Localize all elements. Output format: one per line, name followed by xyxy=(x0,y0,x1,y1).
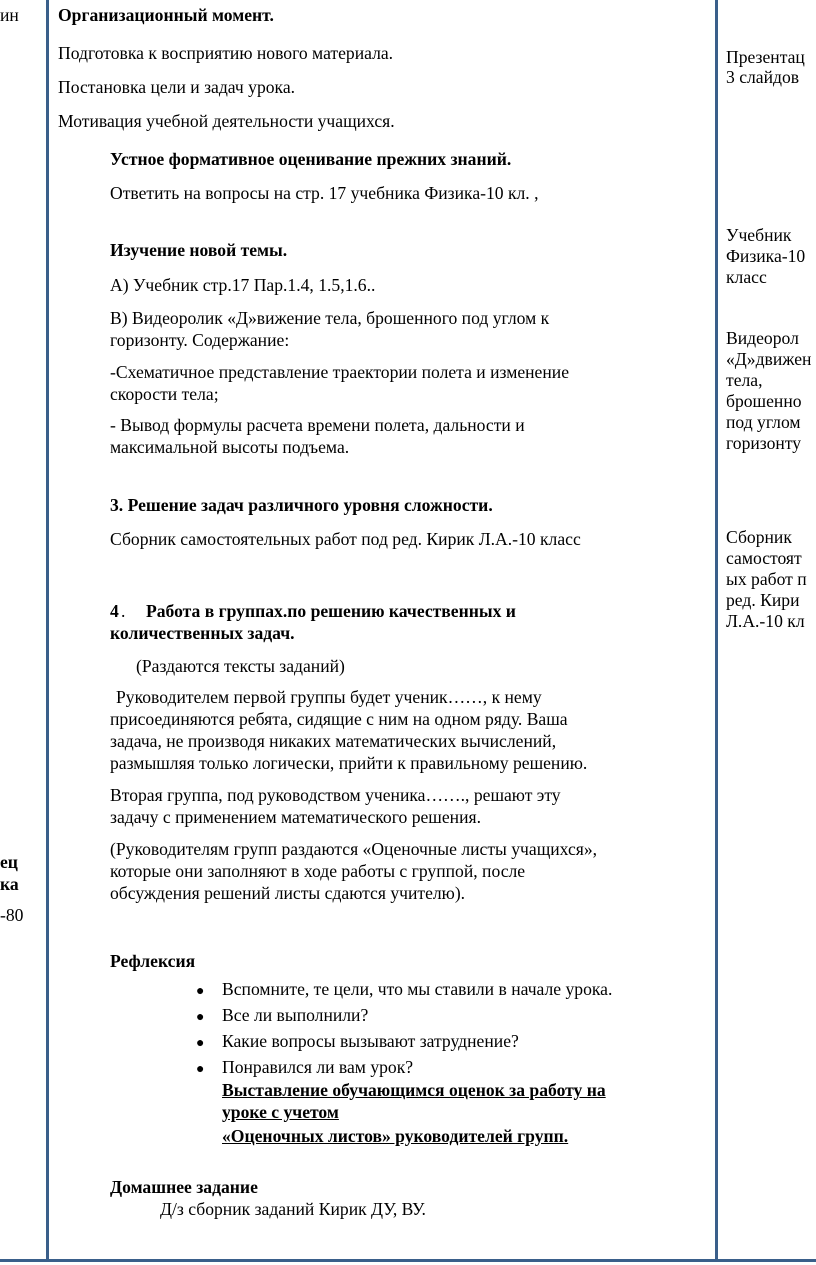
resource-text: под углом xyxy=(726,412,801,432)
paragraph: задачу с применением математического решения. xyxy=(110,807,481,827)
resource-text: Физика-10 xyxy=(726,246,806,266)
resource-text: Видеорол xyxy=(726,328,799,348)
section-title-group: количественных задач. xyxy=(110,623,295,643)
section-title-homework: Домашнее задание xyxy=(110,1177,258,1197)
list-item: Понравился ли вам урок? xyxy=(222,1057,414,1077)
right-column xyxy=(720,0,816,1259)
section-title-tasks: 3. Решение задач различного уровня сложности. xyxy=(110,495,493,515)
paragraph: которые они заполняют в ходе работы с группой, после xyxy=(110,861,526,881)
list-item: Какие вопросы вызывают затруднение? xyxy=(222,1031,519,1051)
left-col-fragment: ин xyxy=(0,5,19,25)
underlined-note: «Оценочных листов» руководителей групп. xyxy=(222,1126,569,1146)
paragraph: горизонту. Содержание: xyxy=(110,330,290,350)
paragraph: (Раздаются тексты заданий) xyxy=(136,656,345,676)
paragraph: -Схематичное представление траектории полета и изменение xyxy=(110,362,570,382)
paragraph: - Вывод формулы расчета времени полета, дальности и xyxy=(110,415,525,435)
paragraph: максимальной высоты подъема. xyxy=(110,437,350,457)
paragraph: В) Видеоролик «Д»вижение тела, брошенного под углом к xyxy=(110,308,550,328)
resource-text: Л.А.-10 кл xyxy=(726,611,805,631)
list-item: Вспомните, те цели, что мы ставили в начале урока. xyxy=(222,979,613,999)
resource-text: ред. Кири xyxy=(726,590,800,610)
resource-text: самостоят xyxy=(726,548,802,568)
bullet-icon: ● xyxy=(196,984,205,999)
section-title-reflection: Рефлексия xyxy=(110,951,196,971)
underlined-note: уроке с учетом xyxy=(222,1102,339,1122)
paragraph: размышляя только логически, прийти к правильному решению. xyxy=(110,753,588,773)
table-border-right xyxy=(715,0,718,1262)
left-col-fragment: ка xyxy=(0,874,19,894)
paragraph: обсуждения решений листы сдаются учителю). xyxy=(110,883,466,903)
paragraph: А) Учебник стр.17 Пар.1.4, 1.5,1.6.. xyxy=(110,275,376,295)
resource-text: «Д»движен xyxy=(726,349,812,369)
section-title-new: Изучение новой темы. xyxy=(110,240,288,260)
resource-text: 3 слайдов xyxy=(726,67,800,87)
paragraph: Вторая группа, под руководством ученика……., решают эту xyxy=(110,785,561,805)
paragraph: присоединяются ребята, сидящие с ним на одном ряду. Ваша xyxy=(110,709,568,729)
paragraph: Ответить на вопросы на стр. 17 учебника Физика-10 кл. , xyxy=(110,183,539,203)
left-col-fragment: ец xyxy=(0,852,18,872)
paragraph: Д/з сборник заданий Кирик ДУ, ВУ. xyxy=(160,1199,426,1219)
paragraph: Сборник самостоятельных работ под ред. Кирик Л.А.-10 класс xyxy=(110,529,581,549)
resource-text: горизонту xyxy=(726,433,802,453)
bullet-icon: ● xyxy=(196,1062,205,1077)
resource-text: брошенно xyxy=(726,391,802,411)
paragraph: Мотивация учебной деятельности учащихся. xyxy=(58,111,395,131)
section-title-oral: Устное формативное оценивание прежних знаний. xyxy=(110,149,512,169)
resource-text: ых работ п xyxy=(726,569,807,589)
paragraph: задача, не производя никаких математических вычислений, xyxy=(110,731,557,751)
table-border-bottom xyxy=(0,1259,816,1262)
list-item: Все ли выполнили? xyxy=(222,1005,369,1025)
section-number-dot: . xyxy=(121,601,126,621)
bullet-icon: ● xyxy=(196,1036,205,1051)
paragraph: скорости тела; xyxy=(110,384,219,404)
section-title-org: Организационный момент. xyxy=(58,5,274,25)
paragraph: Руководителем первой группы будет ученик……, к нему xyxy=(116,687,542,707)
paragraph: (Руководителям групп раздаются «Оценочные листы учащихся», xyxy=(110,839,598,859)
section-title-group: Работа в группах.по решению качественных и xyxy=(146,601,516,621)
underlined-note: Выставление обучающимся оценок за работу на xyxy=(222,1080,606,1100)
resource-text: Сборник xyxy=(726,527,792,547)
table-border-left xyxy=(46,0,49,1262)
resource-text: тела, xyxy=(726,370,763,390)
paragraph: Постановка цели и задач урока. xyxy=(58,77,296,97)
resource-text: класс xyxy=(726,267,767,287)
bullet-icon: ● xyxy=(196,1010,205,1025)
resource-text: Учебник xyxy=(726,225,792,245)
paragraph: Подготовка к восприятию нового материала. xyxy=(58,43,394,63)
section-number: 4 xyxy=(110,601,119,621)
resource-text: Презентац xyxy=(726,47,805,67)
left-col-fragment: -80 xyxy=(0,905,24,925)
